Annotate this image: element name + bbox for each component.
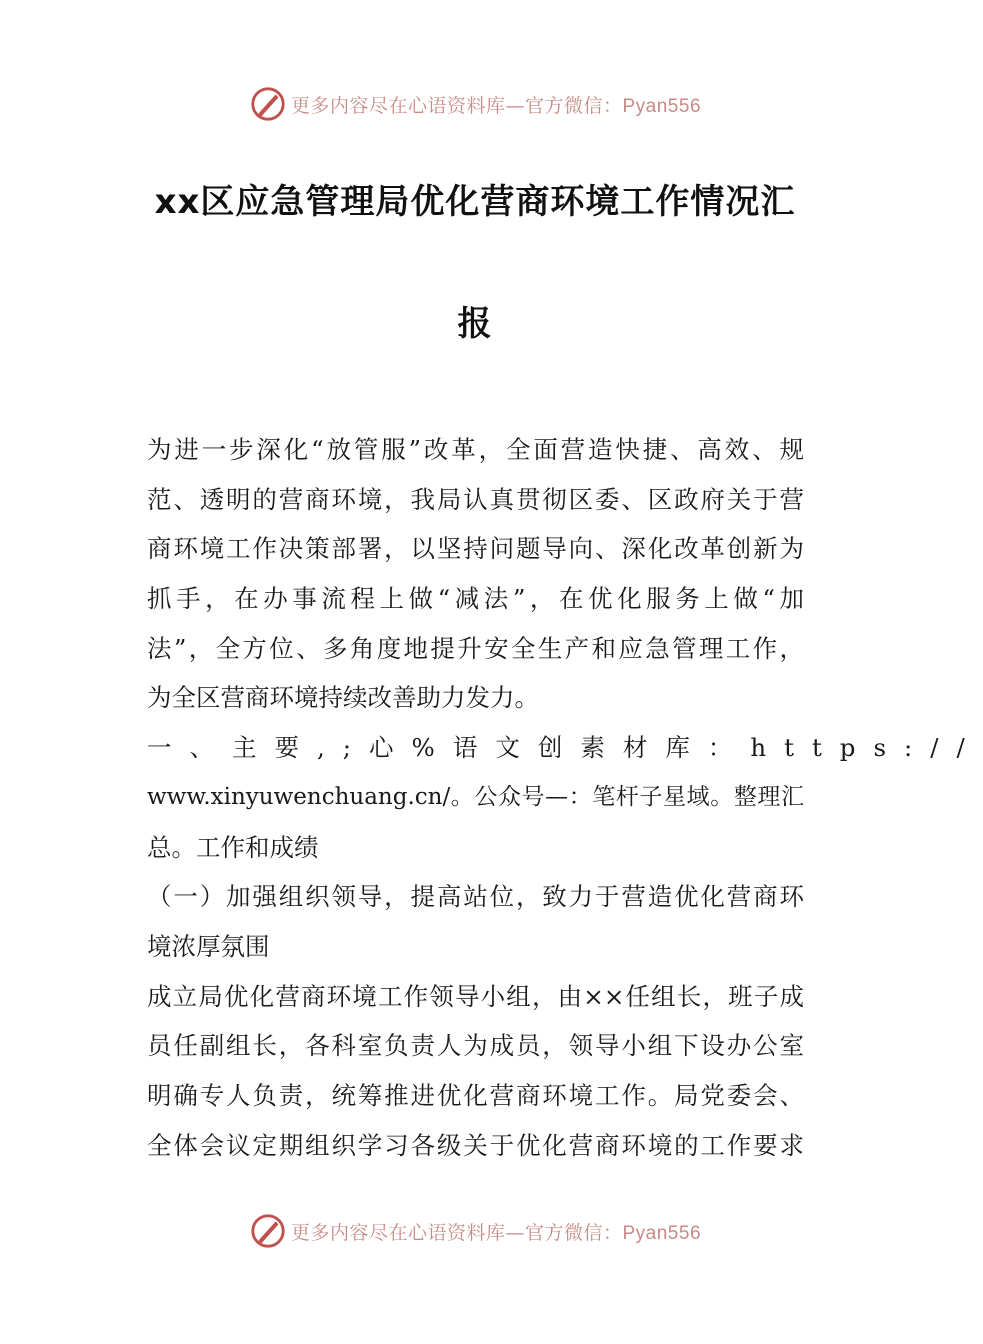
watermark-banner-bottom: [0, 1209, 950, 1253]
body-line: 总。工作和成绩: [147, 832, 319, 862]
body-line: 成立局优化营商环境工作领导小组，由××任组长，班子成: [147, 981, 804, 1011]
document-title-line-2: 报: [457, 304, 493, 344]
document-title-line-1: xx区应急管理局优化营商环境工作情况汇: [154, 182, 796, 222]
pen-logo-icon: [249, 1212, 287, 1250]
body-line: 商环境工作决策部署，以坚持问题导向、深化改革创新为: [147, 534, 804, 564]
body-line: 明确专人负责，统筹推进优化营商环境工作。局党委会、: [147, 1080, 804, 1110]
document-body: [147, 425, 983, 1170]
body-line: 为进一步深化“放管服”改革，全面营造快捷、高效、规: [147, 435, 804, 464]
watermark-text: 更多内容尽在心语资料库—官方微信：Pyan556: [290, 94, 702, 117]
body-line: www.xinyuwenchuang.cn/。公众号—：笔杆子星域。整理汇: [147, 783, 804, 810]
watermark-banner-top: [0, 82, 950, 126]
pen-logo-icon: [249, 85, 287, 123]
body-line: 范、透明的营商环境，我局认真贯彻区委、区政府关于营: [147, 484, 804, 514]
subheading-line: 境浓厚氛围: [147, 931, 270, 961]
watermark-text: 更多内容尽在心语资料库—官方微信：Pyan556: [290, 1221, 702, 1244]
body-line: 为全区营商环境持续改善助力发力。: [147, 683, 539, 713]
subheading-line: （一）加强组织领导，提高站位，致力于营造优化营商环: [147, 882, 804, 912]
body-line: 全体会议定期组织学习各级关于优化营商环境的工作要求: [147, 1130, 804, 1160]
body-line: 法”，全方位、多角度地提升安全生产和应急管理工作，: [147, 633, 804, 663]
body-line: 员任副组长，各科室负责人为成员，领导小组下设办公室: [147, 1031, 804, 1061]
heading-line: 一、主要,;心%语文创素材库：https://: [147, 733, 983, 763]
body-line: 抓手，在办事流程上做“减法”，在优化服务上做“加: [147, 584, 804, 614]
